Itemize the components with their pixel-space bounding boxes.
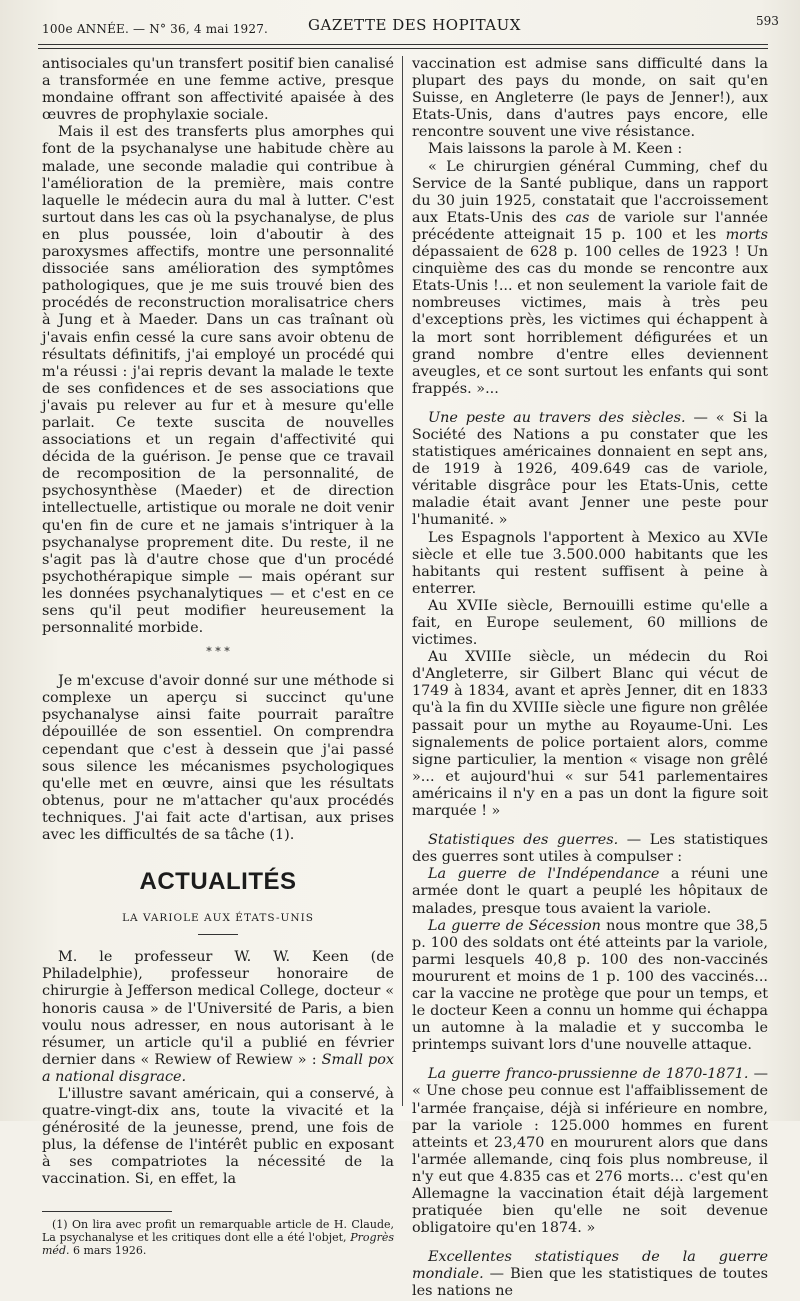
paragraph-text: nous montre que 38,5 p. 100 des soldats ont été atteints par la variole, parmi lesquels 40,8 p. 100 des non-vaccinés moururent et moins de 1 p. 100 des vaccinés... car la vaccine ne protège que pour un temps, et le docteur Keen a connu un homme qui échappa un automne à la maladie et y succomba le printemps suivant lors d'une nouvelle attaque. (412, 917, 768, 1054)
paragraph-text: — Bien que les statistiques de toutes les nations ne (412, 1266, 768, 1300)
spacer (412, 1054, 768, 1066)
issue-info: 100e ANNÉE. — N° 36, 4 mai 1927. (42, 22, 269, 36)
paragraph: Mais il est des transferts plus amorphes qui font de la psychanalyse une habitude chère au malade, une seconde maladie qui contribue à l'amélioration de la première, mais contre laquelle le médecin aura du mal à lutter. C'est surtout dans les cas où la psychanalyse, de plus en plus poussée, loin d'aboutir à des paroxysmes affectifs, montre une personnalité dissociée sans amélioration des symptômes pathologiques, que je me suis trouvé bien des procédés de reconstruction moralisatrice chers à Jung et à Maeder. Dans un cas traînant où j'avais enfin cessé la cure sans avoir obtenu de résultats définitifs, j'ai employé un procédé qui m'a réussi : j'ai repris devant la malade le texte de ses confidences et de ses associations que j'avais pu relever au fur et à mesure qu'elle parlait. Ce texte suscita de nouvelles associations et un regain d'affectivité qui décida de la guérison. Je pense que ce travail de recomposition de la personnalité, de psychosynthèse (Maeder) et de direction intellectuelle, artistique ou morale ne doit venir qu'en fin de cure et ne jamais s'intriquer à la psychanalyse proprement dite. Du reste, il ne s'agit pas là d'autre chose que d'un procédé psychothérapique simple — mais opérant sur les données psychanalytiques — et c'est en ce sens qu'il peut modifier heureusement la personnalité morbide. (42, 124, 394, 637)
spacer (412, 398, 768, 410)
paragraph (412, 918, 768, 1055)
column-divider (402, 56, 403, 1106)
paragraph-text: — « Une chose peu connue est l'affaiblissement de l'armée française, déjà si inférieure en nombre, par la variole : 125.000 hommes en furent atteints et 23,470 en moururent alors que dans l'armée allemande, cinq fois plus nombreuse, il n'y eut que 4.835 cas et 276 morts... c'est qu'en Allemagne la vaccination était déjà largement pratiquée bien qu'elle ne soit devenue obligatoire qu'en 1874. » (412, 1066, 768, 1237)
paragraph: Je m'excuse d'avoir donné sur une méthode si complexe un aperçu si succinct qu'une psychanalyse ainsi faite pourrait paraître dépouillée de son essentiel. On comprendra cependant que c'est à dessein que j'ai passé sous silence les mécanismes psychologiques qu'elle met en œuvre, ainsi que les résultats obtenus, pour ne m'attacher qu'aux procédés techniques. J'ai fait acte d'artisan, aux prises avec les difficultés de sa tâche (1). (42, 673, 394, 844)
paragraph: Mais laissons la parole à M. Keen : (428, 141, 683, 158)
run-in-title: Une peste au travers des siècles. (428, 409, 686, 426)
paragraph-text: M. le professeur W. W. Keen (de Philadelphie), professeur honoraire de chirurgie à Jefferson medical College, docteur « honoris causa » de l'Université de Paris, a bien voulu nous adresser, en nous autorisant à le résumer, un article qu'il a publié en février dernier dans « Rewiew of Rewiew » : (42, 949, 394, 1068)
paragraph-text: — Les statistiques des guerres sont utiles à compulser : (412, 832, 768, 866)
paragraph: Au XVIIIe siècle, un médecin du Roi d'Angleterre, sir Gilbert Blanc qui vécut de 1749 à 1834, avant et après Jenner, dit en 1833 qu'à la fin du XVIIIe siècle une figure non grêlée passait pour un mythe au Royaume-Uni. Les signalements de police portaient alors, comme signe particulier, la mention « visage non grêlé »... et aujourd'hui « sur 541 parlementaires américains il n'y en a pas un dont la figure soit marquée ! » (412, 649, 768, 820)
paragraph (412, 866, 768, 917)
paragraph-text: de variole sur l'année précédente atteignait 15 p. 100 et les (412, 209, 768, 243)
run-in-title: Excellentes statistiques de la guerre mondiale. (412, 1249, 768, 1283)
article-title: Small pox a national disgrace. (42, 1051, 395, 1085)
footnote-rule (42, 1211, 172, 1212)
run-in-title: La guerre de Sécession (428, 917, 601, 934)
run-in-title: Statistiques des guerres. (428, 832, 619, 849)
footnote-text: (1) On lira avec profit un remarquable article de H. Claude, La psychanalyse et les critiques dont elle a été l'objet, (42, 1217, 394, 1244)
footnote (42, 1218, 394, 1257)
paragraph: vaccination est admise sans difficulté dans la plupart des pays du monde, on sait qu'en Suisse, en Angleterre (le pays de Jenner!), aux Etats-Unis, dans d'autres pays encore, elle rencontre souvent une vive résistance. (412, 56, 768, 141)
paragraph: Au XVIIe siècle, Bernouilli estime qu'elle a fait, en Europe seulement, 60 millions de victimes. (412, 597, 768, 649)
paragraph: L'illustre savant américain, qui a conservé, à quatre-vingt-dix ans, toute la vivacité et la générosité de la jeunesse, prend, une fois de plus, la défense de l'intérêt public en exposant à ses compatriotes la nécessité de la vaccination. Si, en effet, la (42, 1085, 394, 1188)
article-heading-text: LA VARIOLE AUX ÉTATS-UNIS (122, 912, 314, 925)
article-heading (42, 910, 394, 935)
emphasis: morts (725, 226, 768, 243)
right-column (412, 56, 768, 1301)
paragraph: antisociales qu'un transfert positif bien canalisé a transformée en une femme active, presque mondaine offrant son affectivité apaisée à des œuvres de prophylaxie sociale. (42, 56, 394, 124)
emphasis: cas (565, 209, 590, 226)
paragraph (412, 410, 768, 530)
spacer (412, 1237, 768, 1249)
header-rule-double (38, 48, 768, 49)
paragraph (412, 832, 768, 866)
paragraph (412, 1066, 768, 1237)
page-number: 593 (756, 14, 779, 28)
footnote-source: Progrès méd. (42, 1230, 394, 1257)
header-rule (38, 44, 768, 45)
run-in-title: La guerre de l'Indépendance (428, 866, 660, 883)
paragraph (412, 159, 768, 398)
section-separator-stars: * * * (206, 645, 230, 659)
run-in-title: La guerre franco-prussienne de 1870-1871. (428, 1066, 749, 1083)
section-heading: ACTUALITÉS (139, 868, 297, 896)
left-column (42, 56, 394, 1257)
paragraph-text: « Le chirurgien général Cumming, chef du Service de la Santé publique, dans un rapport du 30 juin 1925, constatait que l'accroissement aux Etats-Unis des (412, 158, 768, 226)
heading-rule (198, 934, 238, 935)
paragraph (42, 949, 394, 1086)
paragraph: Les Espagnols l'apportent à Mexico au XVIe siècle et elle tue 3.500.000 habitants que les habitants qui restent suffisent à peine à enterrer. (412, 529, 768, 597)
footnote-date: 6 mars 1926. (69, 1243, 147, 1257)
paragraph-text: — « Si la Société des Nations a pu constater que les statistiques américaines donnaient en sept ans, de 1919 à 1926, 409.649 cas de variole, véritable disgrâce pour les Etats-Unis, cette maladie était avant Jenner une peste pour l'humanité. » (412, 409, 769, 529)
paragraph-text: a réuni une armée dont le quart a peuplé les hôpitaux de malades, presque tous avaient la variole. (412, 866, 768, 917)
paragraph-text: dépassaient de 628 p. 100 celles de 1923 ! Un cinquième des cas du monde se rencontre aux Etats-Unis !... et non seulement la variole fait de nombreuses victimes, mais à très peu d'exceptions près, les victimes qui échappent à la mort sont horriblement défigurées et un grand nombre d'entre elles deviennent aveugles, et ce sont surtout les enfants qui sont frappés. »... (412, 244, 768, 397)
paragraph (412, 1249, 768, 1300)
journal-title: GAZETTE DES HOPITAUX (308, 16, 521, 34)
spacer (412, 820, 768, 832)
